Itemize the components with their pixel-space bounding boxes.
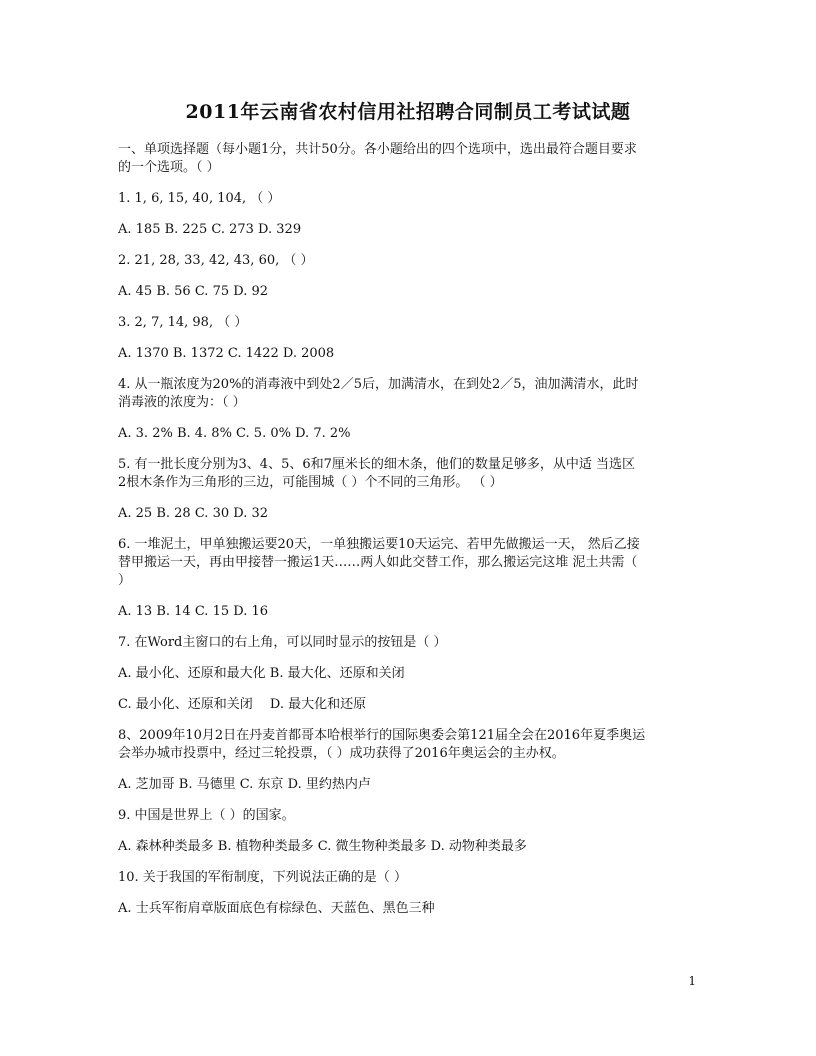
question-2	[118, 252, 703, 270]
text-line: 9. 中国是世界上（ ）的国家。	[118, 808, 295, 823]
text-line: 替甲搬运一天，再由甲接替一搬运1天……两人如此交替工作，那么搬运完这堆 泥土共需（	[118, 555, 638, 570]
text-line: 7. 在Word主窗口的右上角，可以同时显示的按钮是（ ）	[118, 635, 447, 650]
text-line: 8、2009年10月2日在丹麦首都哥本哈根举行的国际奥委会第121届全会在2016年夏季奥运	[118, 728, 646, 743]
question-10	[118, 869, 703, 887]
question-7	[118, 634, 703, 652]
text-line: C. 最小化、还原和关闭 D. 最大化和还原	[118, 697, 367, 712]
text-line: A. 1370 B. 1372 C. 1422 D. 2008	[118, 346, 335, 361]
text-line: 消毒液的浓度为：（ ）	[118, 395, 246, 410]
question-3	[118, 314, 703, 332]
question-5	[118, 456, 703, 492]
text-line: 6. 一堆泥土，甲单独搬运要20天，一单独搬运要10天运完、若甲先做搬运一天， 然后乙接	[118, 537, 640, 552]
section-heading	[118, 141, 703, 177]
text-line: A. 森林种类最多 B. 植物种类最多 C. 微生物种类最多 D. 动物种类最多	[118, 839, 527, 854]
options-7-line-2	[118, 696, 703, 714]
options-8	[118, 776, 703, 794]
options-7-line-1	[118, 665, 703, 683]
text-line: 2. 21, 28, 33, 42, 43, 60, （ ）	[118, 253, 314, 268]
text-line: A. 13 B. 14 C. 15 D. 16	[118, 604, 269, 619]
question-1	[118, 190, 703, 208]
page-number: 1	[688, 974, 696, 988]
options-5	[118, 505, 703, 523]
text-line: 5. 有一批长度分别为3、4、5、6和7厘米长的细木条，他们的数量足够多，从中适 当选区	[118, 457, 636, 472]
options-10	[118, 900, 703, 918]
question-6	[118, 536, 703, 590]
options-6	[118, 603, 703, 621]
options-4	[118, 425, 703, 443]
document-title: 2011年云南省农村信用社招聘合同制员工考试试题	[185, 101, 631, 123]
document-body	[118, 141, 703, 931]
text-line: A. 最小化、还原和最大化 B. 最大化、还原和关闭	[118, 666, 405, 681]
text-line: 3. 2, 7, 14, 98, （ ）	[118, 315, 248, 330]
text-line: 1. 1, 6, 15, 40, 104, （ ）	[118, 191, 281, 206]
question-9	[118, 807, 703, 825]
text-line: 的一个选项。（ ）	[118, 160, 220, 175]
text-line: A. 士兵军衔肩章版面底色有棕绿色、天蓝色、黑色三种	[118, 901, 435, 916]
text-line: A. 3. 2% B. 4. 8% C. 5. 0% D. 7. 2%	[118, 426, 351, 441]
text-line: A. 25 B. 28 C. 30 D. 32	[118, 506, 269, 521]
question-4	[118, 376, 703, 412]
text-line: A. 芝加哥 B. 马德里 C. 东京 D. 里约热内卢	[118, 777, 371, 792]
question-8	[118, 727, 703, 763]
text-line: 4. 从一瓶浓度为20%的消毒液中到处2／5后，加满清水，在到处2／5，油加满清水，此时	[118, 377, 639, 392]
text-line: 2根木条作为三角形的三边，可能围城（ ）个不同的三角形。 （ ）	[118, 475, 503, 490]
text-line: A. 45 B. 56 C. 75 D. 92	[118, 284, 269, 299]
options-9	[118, 838, 703, 856]
options-3	[118, 345, 703, 363]
text-line: 一、单项选择题（每小题1分，共计50分。各小题给出的四个选项中，选出最符合题目要求	[118, 142, 637, 157]
options-2	[118, 283, 703, 301]
text-line: 10. 关于我国的军衔制度，下列说法正确的是（ ）	[118, 870, 407, 885]
text-line: ）	[118, 573, 132, 588]
text-line: A. 185 B. 225 C. 273 D. 329	[118, 222, 302, 237]
options-1	[118, 221, 703, 239]
text-line: 会举办城市投票中，经过三轮投票，（ ）成功获得了2016年奥运会的主办权。	[118, 746, 565, 761]
